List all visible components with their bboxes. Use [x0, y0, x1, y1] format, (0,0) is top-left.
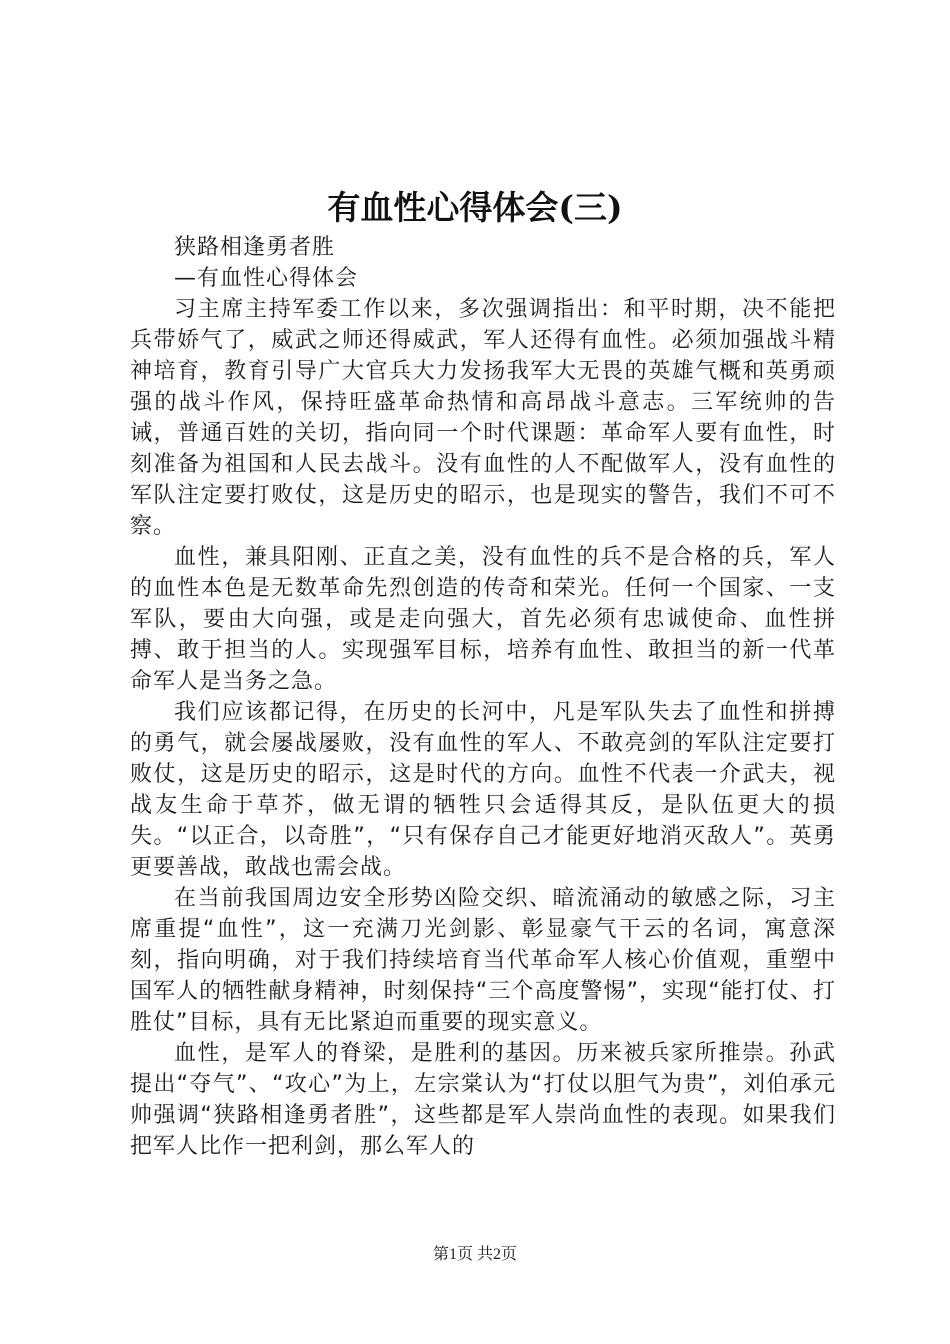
subtitle-line-2: —有血性心得体会 — [174, 266, 359, 291]
document-title: 有血性心得体会(三) — [327, 188, 623, 227]
paragraph-2: 血性，兼具阳刚、正直之美，没有血性的兵不是合格的兵，军人的血性本色是无数革命先烈创造的传奇和荣光。任何一个国家、一支军队，要由大向强，或是走向强大，首先必须有忠诚使命、血性拼搏、敢于担当的人。实现强军目标，培养有血性、敢担当的新一代革命军人是当务之急。 — [130, 545, 836, 694]
subtitle-line-1: 狭路相逢勇者胜 — [174, 235, 336, 260]
paragraph-5: 血性，是军人的脊梁，是胜利的基因。历来被兵家所推崇。孙武提出“夺气”、“攻心”为上，左宗棠认为“打仗以胆气为贵”，刘伯承元帅强调“狭路相逢勇者胜”，这些都是军人崇尚血性的表现。如果我们把军人比作一把利剑，那么军人的 — [130, 1041, 836, 1159]
document-body — [130, 232, 836, 1162]
paragraph-1: 习主席主持军委工作以来，多次强调指出：和平时期，决不能把兵带娇气了，威武之师还得威武，军人还得有血性。必须加强战斗精神培育，教育引导广大官兵大力发扬我军大无畏的英雄气概和英勇顽强的战斗作风，保持旺盛革命热情和高昂战斗意志。三军统帅的告诫，普通百姓的关切，指向同一个时代课题：革命军人要有血性，时刻准备为祖国和人民去战斗。没有血性的人不配做军人，没有血性的军队注定要打败仗，这是历史的昭示，也是现实的警告，我们不可不察。 — [130, 297, 836, 539]
paragraph-3: 我们应该都记得，在历史的长河中，凡是军队失去了血性和拼搏的勇气，就会屡战屡败，没有血性的军人、不敢亮剑的军队注定要打败仗，这是历史的昭示，这是时代的方向。血性不代表一介武夫，视战友生命于草芥，做无谓的牺牲只会适得其反，是队伍更大的损失。“以正合，以奇胜”，“只有保存自己才能更好地消灭敌人”。英勇更要善战，敢战也需会战。 — [130, 700, 836, 880]
paragraph-4: 在当前我国周边安全形势凶险交织、暗流涌动的敏感之际，习主席重提“血性”，这一充满刀光剑影、彰显豪气干云的名词，寓意深刻，指向明确，对于我们持续培育当代革命军人核心价值观，重塑中国军人的牺牲献身精神，时刻保持“三个高度警惕”，实现“能打仗、打胜仗”目标，具有无比紧迫而重要的现实意义。 — [130, 886, 836, 1035]
page-footer: 第1页 共2页 — [432, 1246, 517, 1263]
